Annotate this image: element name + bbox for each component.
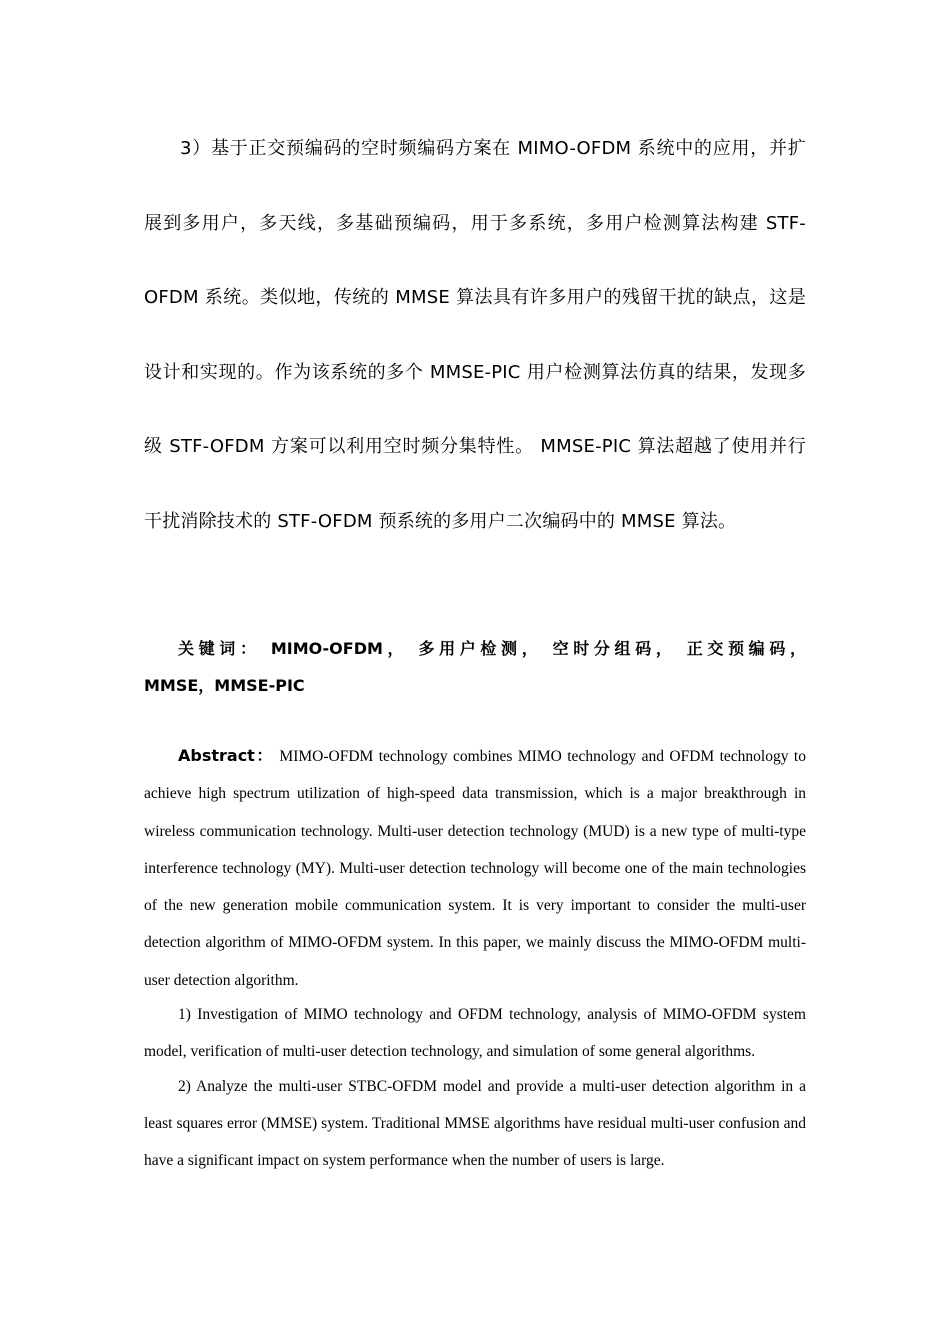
abstract-label: Abstract： [178, 746, 274, 765]
english-abstract-section [144, 737, 806, 1180]
abstract-paragraph-1 [144, 737, 806, 999]
keywords-line-2: MMSE，MMSE-PIC [144, 676, 305, 695]
chinese-paragraph-3: 3）基于正交预编码的空时频编码方案在 MIMO-OFDM 系统中的应用，并扩展到多用户，多天线，多基础预编码，用于多系统，多用户检测算法构建 STF-OFDM 系统。类似地，传统的 MMSE 算法具有许多用户的残留干扰的缺点，这是设计和实现的。作为该系统的多个 MMSE-PIC 用户检测算法仿真的结果，发现多级 STF-OFDM 方案可以利用空时频分集特性。 MMSE-PIC 算法超越了使用并行干扰消除技术的 STF-OFDM 预系统的多用户二次编码中的 MMSE 算法。 [144, 138, 806, 532]
chinese-abstract-section [144, 112, 806, 559]
keywords-section [144, 630, 806, 704]
abstract-paragraph-2: 1) Investigation of MIMO technology and OFDM technology, analysis of MIMO-OFDM system model, verification of multi-user detection technology, and simulation of some general algorithms. [144, 1006, 806, 1061]
abstract-paragraph-3: 2) Analyze the multi-user STBC-OFDM model and provide a multi-user detection algorithm in a least squares error (MMSE) system. Traditional MMSE algorithms have residual multi-user confusion and have a significant impact on system performance when the number of users is large. [144, 1077, 806, 1170]
keywords-line-1: 关键词： MIMO-OFDM， 多用户检测， 空时分组码， 正交预编码， [178, 639, 806, 658]
abstract-paragraph-1-text: MIMO-OFDM technology combines MIMO technology and OFDM technology to achieve high spectrum utilization of high-speed data transmission, which is a major breakthrough in wireless communication technology. Multi-user detection technology (MUD) is a new type of multi-type interference technology (MY). Multi-user detection technology will become one of the main technologies of the new generation mobile communication system. It is very important to consider the multi-user detection algorithm of MIMO-OFDM system. In this paper, we mainly discuss the MIMO-OFDM multi-user detection algorithm. [144, 748, 806, 989]
